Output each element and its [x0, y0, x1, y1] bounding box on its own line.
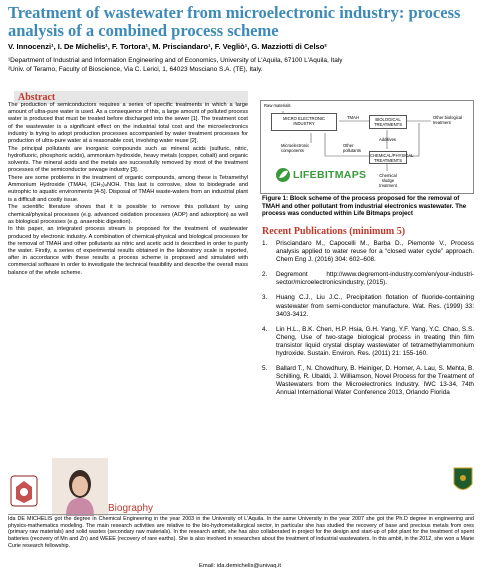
microelectronic-components-label: Microelectronic components — [281, 143, 310, 153]
list-item — [262, 271, 474, 287]
publication-number: 1. — [262, 240, 268, 247]
abstract-paragraph: The production of semiconductors requires a series of specific treatments in which a large amount of ultra-pure water is used. As a consequence of this, a large amount of polluted process water is produced that must be treated before discharged into the sewer [1]. The treatment cost of the wastewater is a significant effect on the industrial total cost and the microelectronics industry is trying to adopt production processes accompanied by water treatment processes for production of ultra-pure water at a reasonable cost, involving water reuse [2]. — [8, 102, 248, 145]
biological-treatments-box: BIOLOGICAL TREATMENTS — [369, 115, 407, 129]
publications-heading: Recent Publications (minimum 5) — [262, 226, 406, 237]
teramo-logo — [452, 466, 474, 496]
other-pollutants-label: Other pollutants — [343, 143, 361, 153]
publication-text: Ballard T., N. Chowdhury, B. Heiniger, D. Horner, A. Lau, S. Mehta, B. Schilling, R. Ubaldi, J. Williamson, Novel Process for the Treatment of Wastewaters from the Microelectronics Industry. IWC 13-34, 74th Annual International Water Conference 2013, Orlando Florida — [276, 365, 474, 397]
affiliation-2: ²Univ. of Teramo, Faculty of Bioscience, Via C. Lerici, 1, 64023 Mosciano S.A. (TE), Italy. — [8, 66, 263, 73]
seal-icon — [10, 475, 38, 507]
publication-number: 4. — [262, 325, 268, 333]
process-diagram — [260, 100, 474, 194]
sludge-label: Chemical sludge treatment — [379, 173, 397, 188]
shield-icon — [452, 466, 474, 496]
leaf-icon — [275, 167, 291, 183]
author-photo — [52, 458, 108, 516]
publications-list — [262, 240, 474, 405]
list-item — [262, 326, 474, 358]
life-bitmaps-logo — [275, 167, 367, 183]
divider — [8, 514, 474, 515]
tmah-label: TMAH — [347, 115, 359, 120]
chemical-physical-box: CHEMICAL/PHYSICAL TREATMENTS — [370, 153, 414, 163]
logo-text: LIFEBITMAPS — [293, 169, 367, 181]
abstract-body — [8, 102, 248, 458]
email-link[interactable]: Email: ida.demichelis@univaq.it — [199, 563, 281, 569]
additives-label: Additives — [379, 137, 396, 142]
publication-number: 2. — [262, 271, 268, 279]
abstract-paragraph: The principal pollutants are inorganic compounds such as mineral acids (sulfuric, nitric, hydrofluoric, phosphoric acids), ammonium hydroxide, heavy metals (copper, cobalt) and organic solvents. The mineral acids and the metals are successfully removed by most of the treatment processes of the semiconductor sewage industry [3]. — [8, 145, 248, 174]
list-item — [262, 240, 474, 264]
list-item — [262, 365, 474, 397]
affiliation-1: ¹Department of Industrial and Information Engineering and of Economics, University of L'Aquila, 67100 L'Aquila, Italy — [8, 57, 343, 64]
authors: V. Innocenzi¹, I. De Michelis¹, F. Tortora¹, M. Prisciandaro¹, F. Vegliò¹, G. Mazziotti di Celso² — [8, 42, 327, 51]
publication-text: Degremont http://www.degremont-industry.com/en/your-industri- sector/microelectronicsindustry, (2015). — [276, 271, 474, 287]
university-logo — [10, 475, 38, 507]
publication-text: Huang C.J., Liu J.C., Precipitation flotation of fluoride-containing wastewater from semi-conductor manufacture. Wat. Res. (1999) 33: 3403-3412. — [276, 294, 474, 318]
biography-heading: Biography — [108, 503, 154, 514]
publication-text: Lin H.L., B.K. Chen, H.P. Hsia, G.H. Yang, Y.F. Yang, Y.C. Chao, S.S. Cheng, Use of two-stage biological process in treating thin film transistor liquid crystal display wastewater of tetramethylammonium hydroxide. Sustain. Environ. Res. (2011) 21: 155-160. — [276, 325, 474, 358]
portrait-icon — [52, 458, 108, 516]
biography-text: Ida DE MICHELIS got the degree in Chemical Engineering in the year 2003 in the University of L'Aquila. In the same University in the year 2007 she got the Ph.D degree in engineering and physics-mathematics modeling. The main research activities are relative to the bio-hydrometallurgical sector, in particular she has studied the recovery of base and precious metals from ores (primary raw materials) and solid wastes (secondary raw materials). In the research ambit, she has also collaborated in project for the design and start-up of pilot plant for the treatment of spent batteries (recovery of Mn and Zn) and WEEE (recovery of rare earths). She is also involved in researches about the treatment of industrial wastewaters. In this ambit, in the 2012, she won a Marie Curie research fellowship. — [8, 516, 474, 549]
figure-caption: Figure 1: Block scheme of the process proposed for the removal of TMAH and other pollutant from industrial electronics wastewater. The process was conducted within Life Bitmaps project — [262, 195, 467, 218]
raw-materials-label: Raw materials — [264, 103, 291, 108]
other-biological-label: Other biological treatment — [433, 115, 463, 125]
publication-number: 5. — [262, 365, 268, 373]
micro-industry-box: MICRO ELECTRONIC INDUSTRY — [271, 113, 337, 131]
publication-text: Prisciandaro M., Capocelli M., Barba D., Piemonte V., Process analysis applied to water reuse for a “closed water cycle” approach. Chem Eng J. (2016) 304: 602–608. — [276, 240, 474, 264]
poster-title: Treatment of wastewater from microelectronic industry: process analysis of a combined process scheme — [8, 3, 461, 40]
abstract-paragraph: In this paper, an integrated process stream is proposed for the treatment of wastewater produced by electronic industry. A combination of chemical-physical and biological processes for the removal of TMAH and other pollutants as nitric and acetic acid is described in order to purify the water. Firstly, a series of experimental results obtained in the laboratory scale is reported, after in accordance with these results a process scheme is proposed and simulated with commercial software in order to investigate the technical feasibility and describe the overall mass balance of the whole scheme. — [8, 226, 248, 276]
publication-number: 3. — [262, 294, 268, 302]
abstract-heading: Abstract — [14, 91, 248, 104]
list-item — [262, 294, 474, 318]
affiliations — [8, 56, 474, 74]
abstract-paragraph: There are some problems in the treatment of organic compounds, among these is Tetramethyl Ammonium Hydroxide (TMAH, (CH₃)₄NOH. This last is corrosive, slow to biodegrade and eutrophic to aquatic environments [4-5]. Disposal of TMAH waste-waters from an industrial plant is a difficult and costly issue. — [8, 175, 248, 203]
abstract-paragraph: The scientific literature shows that it is possible to remove this pollutant by using chemical/physical processes (e.g. advanced oxidation processes (AOP) and adsorption) as well as biological processes (e.g. anaerobic digestion). — [8, 204, 248, 225]
